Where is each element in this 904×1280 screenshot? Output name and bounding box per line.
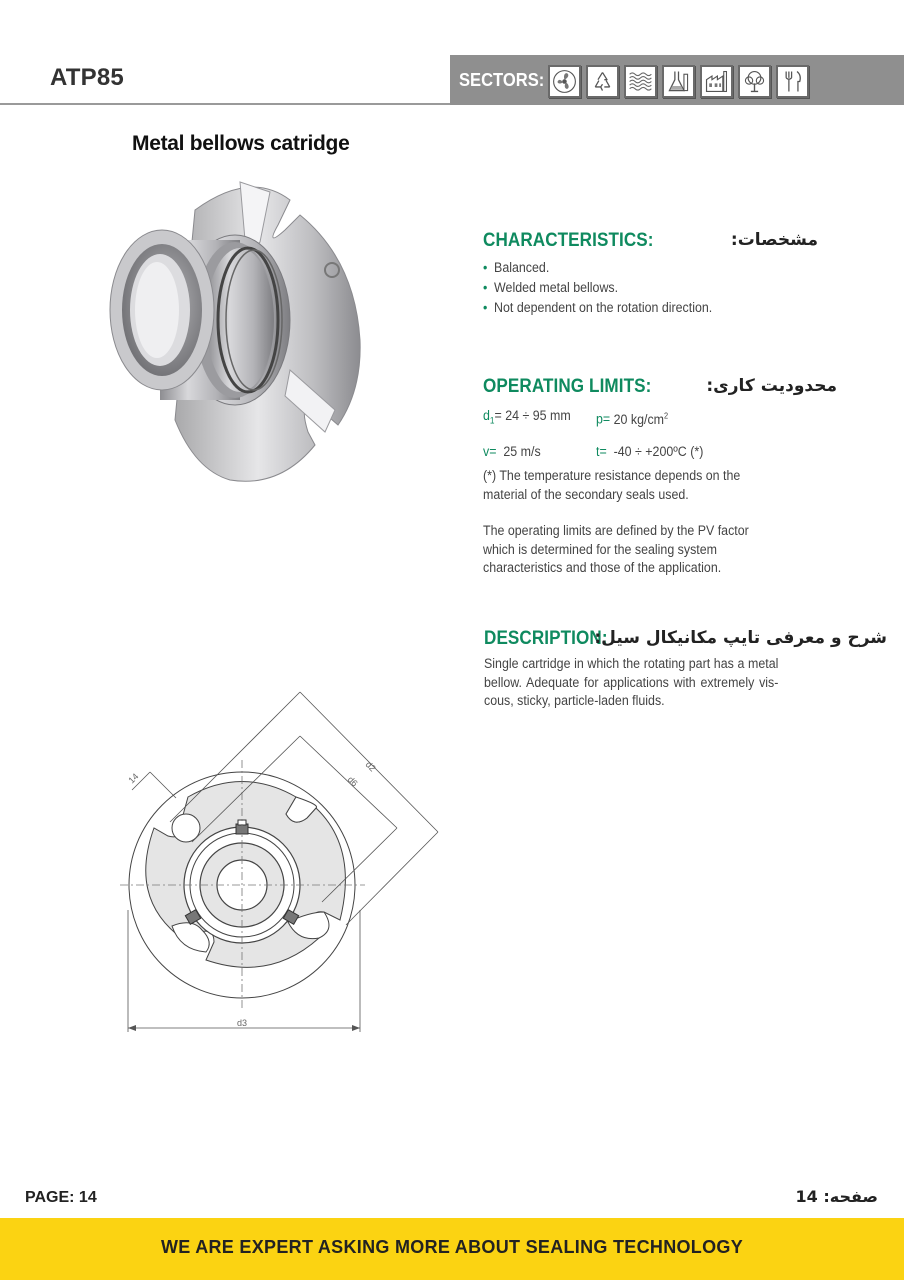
water-waves-icon (624, 65, 657, 98)
lab-flask-icon (662, 65, 695, 98)
dimension-d3: d3 (237, 1018, 248, 1028)
characteristics-list (483, 258, 787, 318)
description-heading-fa: شرح و معرفی تایپ مکانیکال سیل: (594, 628, 887, 648)
product-photo (100, 170, 370, 500)
dimension-d2: d2 (363, 759, 378, 774)
velocity-label: v= (483, 444, 497, 459)
model-code: ATP85 (50, 64, 124, 91)
technical-drawing (110, 680, 450, 1040)
pv-factor-note: The operating limits are defined by the PV factor which is determined for the sealing system characteristics and those of the application. (483, 523, 749, 575)
fan-icon (548, 65, 581, 98)
characteristic-item: • Not dependent on the rotation direction. (483, 298, 787, 318)
factory-icon (700, 65, 733, 98)
pressure-value: 20 $kg/cm^2$ (613, 411, 669, 427)
product-title: Metal bellows catridge (132, 132, 350, 155)
diameter-label: $d_1$ (483, 408, 495, 426)
sectors-label: SECTORS: (459, 70, 545, 90)
pressure-label: p= (596, 411, 611, 427)
page-number: PAGE: 14 (25, 1189, 97, 1206)
characteristics-heading-fa: مشخصات: (730, 230, 818, 250)
operating-limits-heading-fa: محدودیت کاری: (706, 376, 837, 396)
description-text: Single cartridge in which the rotating part has a metal bellow. Adequate for applications with extremely vis-cous, sticky, particle-laden fluids. (484, 656, 779, 708)
page-number-fa: صفحه: 14 (795, 1187, 878, 1206)
temperature-note: (*) The temperature resistance depends on the material of the secondary seals used. (483, 468, 741, 502)
temperature-value: -40 ÷ +200ºC (*) (613, 444, 704, 459)
limit-temperature (596, 443, 703, 462)
dimension-d6: d6 (345, 774, 360, 789)
characteristic-item: • Welded metal bellows. (483, 278, 787, 298)
description-heading: DESCRIPTION: (484, 628, 608, 649)
characteristics-heading: CHARACTERISTICS: (483, 230, 654, 251)
sectors-bar (450, 55, 904, 105)
characteristic-item: • Balanced. (483, 258, 787, 278)
cutlery-icon (776, 65, 809, 98)
recycle-icon (586, 65, 619, 98)
temperature-label: t= (596, 444, 607, 459)
velocity-value: 25 m/s (503, 444, 541, 459)
limit-diameter (483, 407, 571, 430)
dimension-14: 14 (126, 771, 141, 786)
footer-tagline: WE ARE EXPERT ASKING MORE ABOUT SEALING TECHNOLOGY (160, 1237, 744, 1257)
operating-limits-heading: OPERATING LIMITS: (483, 376, 652, 397)
limit-velocity (483, 443, 541, 462)
diameter-value: = 24 ÷ 95 mm (494, 408, 571, 423)
header-divider (0, 103, 452, 105)
tree-icon (738, 65, 771, 98)
limit-pressure (596, 407, 668, 429)
